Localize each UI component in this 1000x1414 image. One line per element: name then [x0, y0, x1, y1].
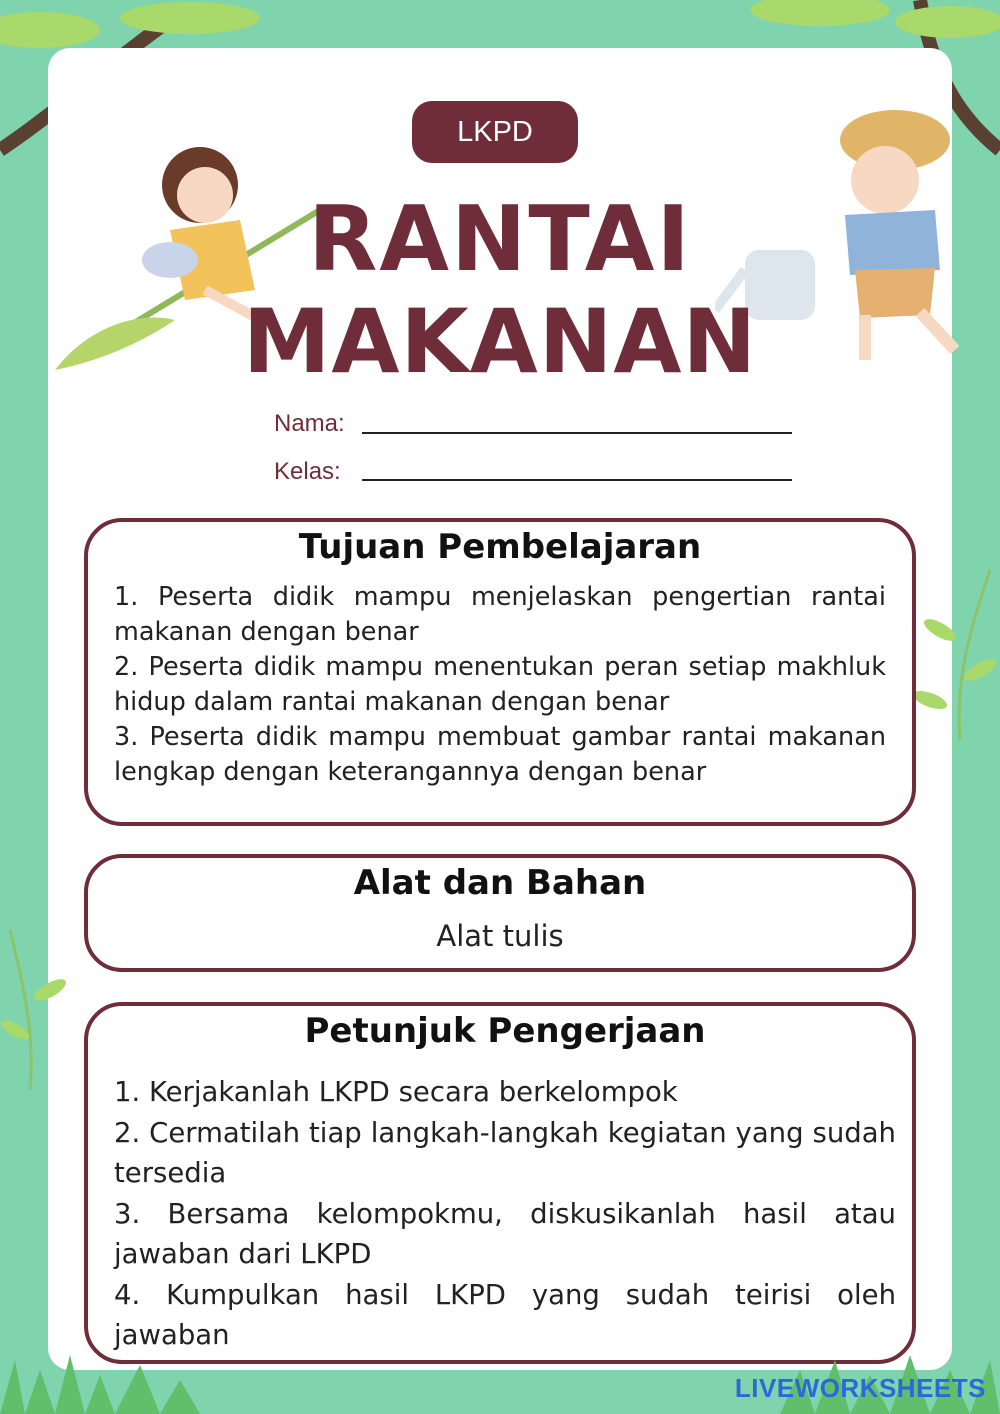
petunjuk-box: [84, 1002, 916, 1364]
list-item: 4. Kumpulkan hasil LKPD yang sudah teirisi oleh jawaban: [114, 1278, 896, 1351]
class-input-line[interactable]: [362, 479, 792, 481]
page-title-line2: MAKANAN: [242, 290, 758, 393]
list-item: 2. Cermatilah tiap langkah-langkah kegiatan yang sudah tersedia: [114, 1116, 896, 1189]
list-item: 1. Kerjakanlah LKPD secara berkelompok: [114, 1076, 678, 1108]
name-label: Nama:: [274, 410, 345, 437]
petunjuk-title: Petunjuk Pengerjaan: [304, 1011, 706, 1051]
list-item: 3. Peserta didik mampu membuat gambar rantai makanan lengkap dengan keterangannya dengan benar: [114, 722, 886, 787]
plant-left-icon: [0, 930, 90, 1090]
list-item: 1. Peserta didik mampu menjelaskan pengertian rantai makanan dengan benar: [114, 582, 886, 647]
alat-box: [84, 854, 916, 972]
alat-title: Alat dan Bahan: [353, 863, 647, 903]
petunjuk-list: [114, 1072, 896, 1356]
alat-content: Alat tulis: [436, 919, 564, 953]
list-item: 2. Peserta didik mampu menentukan peran setiap makhluk hidup dalam rantai makanan dengan benar: [114, 652, 886, 717]
lkpd-badge: LKPD: [412, 101, 578, 163]
class-label: Kelas:: [274, 458, 341, 485]
tujuan-list: [114, 580, 886, 790]
list-item: 3. Bersama kelompokmu, diskusikanlah hasil atau jawaban dari LKPD: [114, 1197, 896, 1270]
name-input-line[interactable]: [362, 432, 792, 434]
tujuan-box: [84, 518, 916, 826]
tujuan-title: Tujuan Pembelajaran: [298, 527, 702, 567]
page-title-line1: RANTAI: [308, 187, 692, 292]
liveworksheets-watermark: LIVEWORKSHEETS: [734, 1373, 986, 1403]
